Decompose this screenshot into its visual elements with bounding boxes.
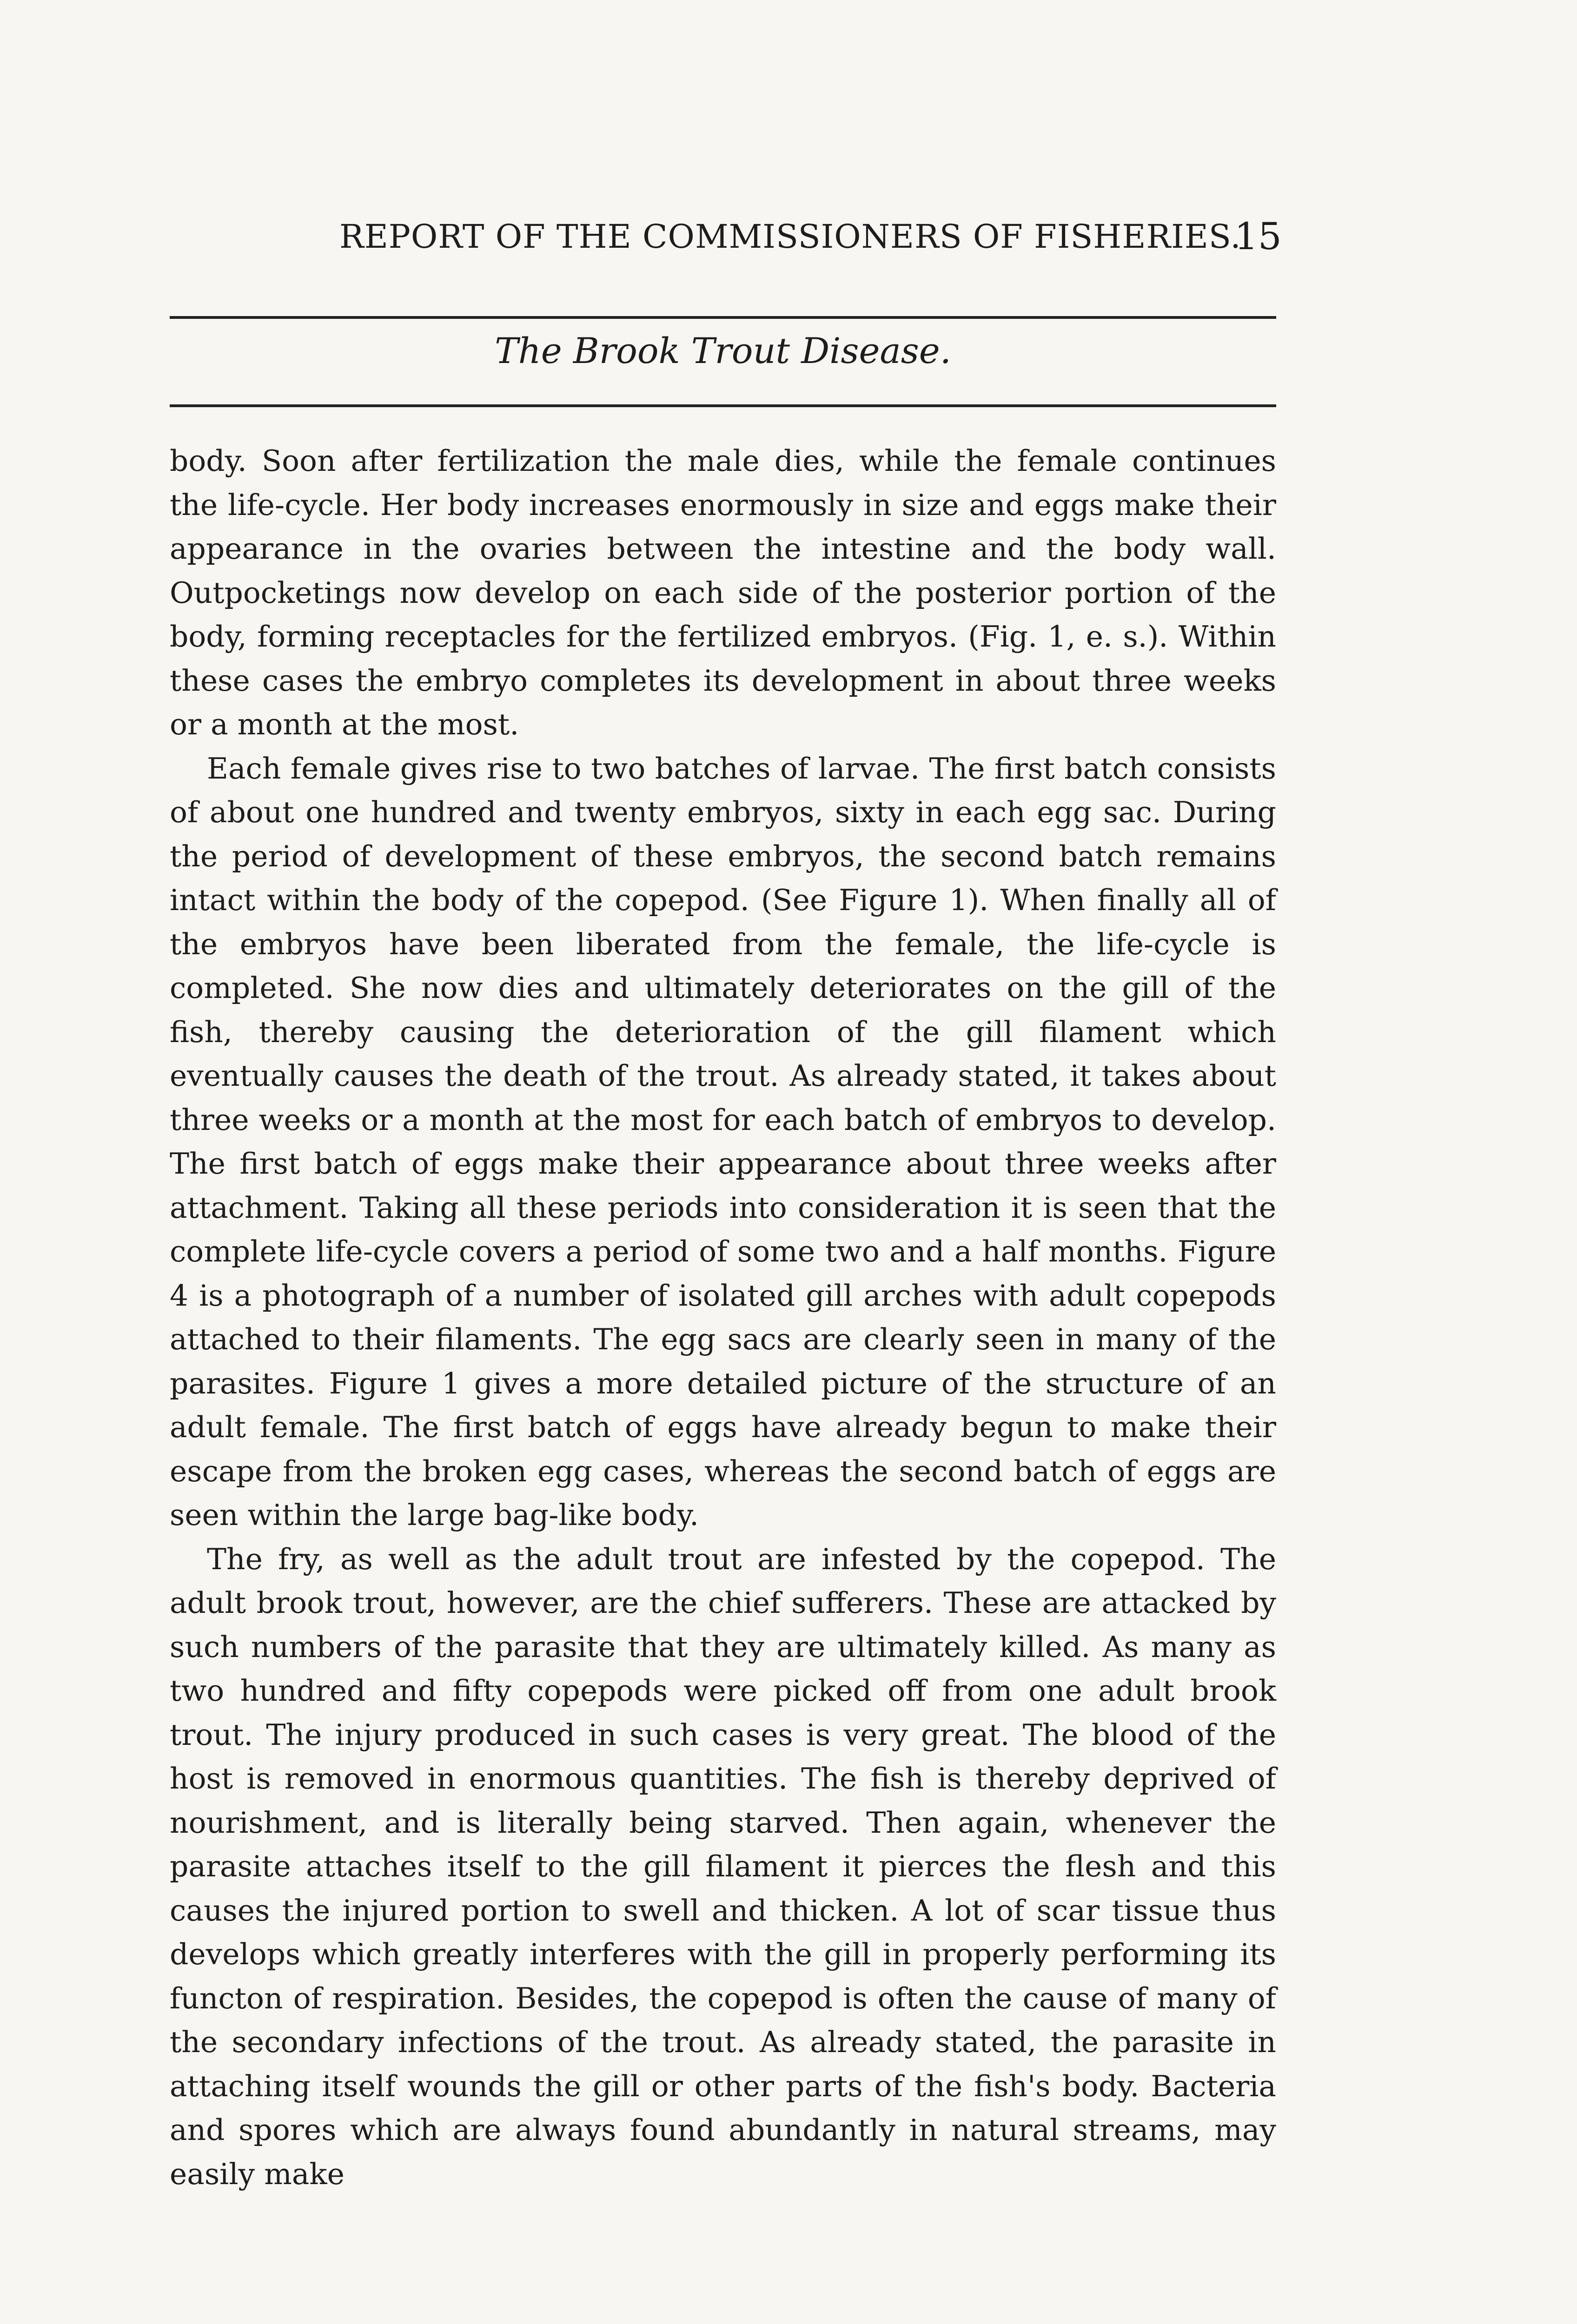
section-title: The Brook Trout Disease. — [495, 330, 951, 371]
paragraph: body. Soon after fertilization the male dies, while the female continues the life-cycle. Her body increases enormously in size and eggs make their appearance in the ovaries between the intestine and the body wall. Outpocketings now develop on each side of the posterior portion of the body, forming receptacles for the fertilized embryos. (Fig. 1, e. s.). Within these cases the embryo completes its development in about three weeks or a month at the most. — [170, 444, 1276, 741]
paragraph: Each female gives rise to two batches of larvae. The first batch consists of about one hundred and twenty embryos, sixty in each egg sac. During the period of development of these embryos, the second batch remains intact within the body of the copepod. (See Figure 1). When finally all of the embryos have been liberated from the female, the life-cycle is completed. She now dies and ultimately deteriorates on the gill of the fish, thereby causing the deterioration of the gill filament which eventually causes the death of the trout. As already stated, it takes about three weeks or a month at the most for each batch of embryos to develop. The first batch of eggs make their appearance about three weeks after attachment. Taking all these periods into consideration it is seen that the complete life-cycle covers a period of some two and a half months. Figure 4 is a photograph of a number of isolated gill arches with adult copepods attached to their filaments. The egg sacs are clearly seen in many of the parasites. Figure 1 gives a more detailed picture of the structure of an adult female. The first batch of eggs have already begun to make their escape from the broken egg cases, whereas the second batch of eggs are seen within the large bag-like body. — [170, 751, 1276, 1532]
page-number: 15 — [1234, 215, 1282, 258]
bottom-rule — [170, 404, 1276, 407]
running-head: REPORT OF THE COMMISSIONERS OF FISHERIES. — [339, 218, 1241, 256]
top-rule — [170, 316, 1276, 319]
body-text — [170, 439, 1276, 2196]
paragraph: The fry, as well as the adult trout are infested by the copepod. The adult brook trout, however, are the chief sufferers. These are attacked by such numbers of the parasite that they are ultimately killed. As many as two hundred and fifty copepods were picked off from one adult brook trout. The injury produced in such cases is very great. The blood of the host is removed in enormous quantities. The fish is thereby deprived of nourishment, and is literally being starved. Then again, whenever the parasite attaches itself to the gill filament it pierces the flesh and this causes the injured portion to swell and thicken. A lot of scar tissue thus develops which greatly interferes with the gill in properly performing its functon of respiration. Besides, the copepod is often the cause of many of the secondary infections of the trout. As already stated, the parasite in attaching itself wounds the gill or other parts of the fish's body. Bacteria and spores which are always found abundantly in natural streams, may easily make — [170, 1542, 1276, 2191]
